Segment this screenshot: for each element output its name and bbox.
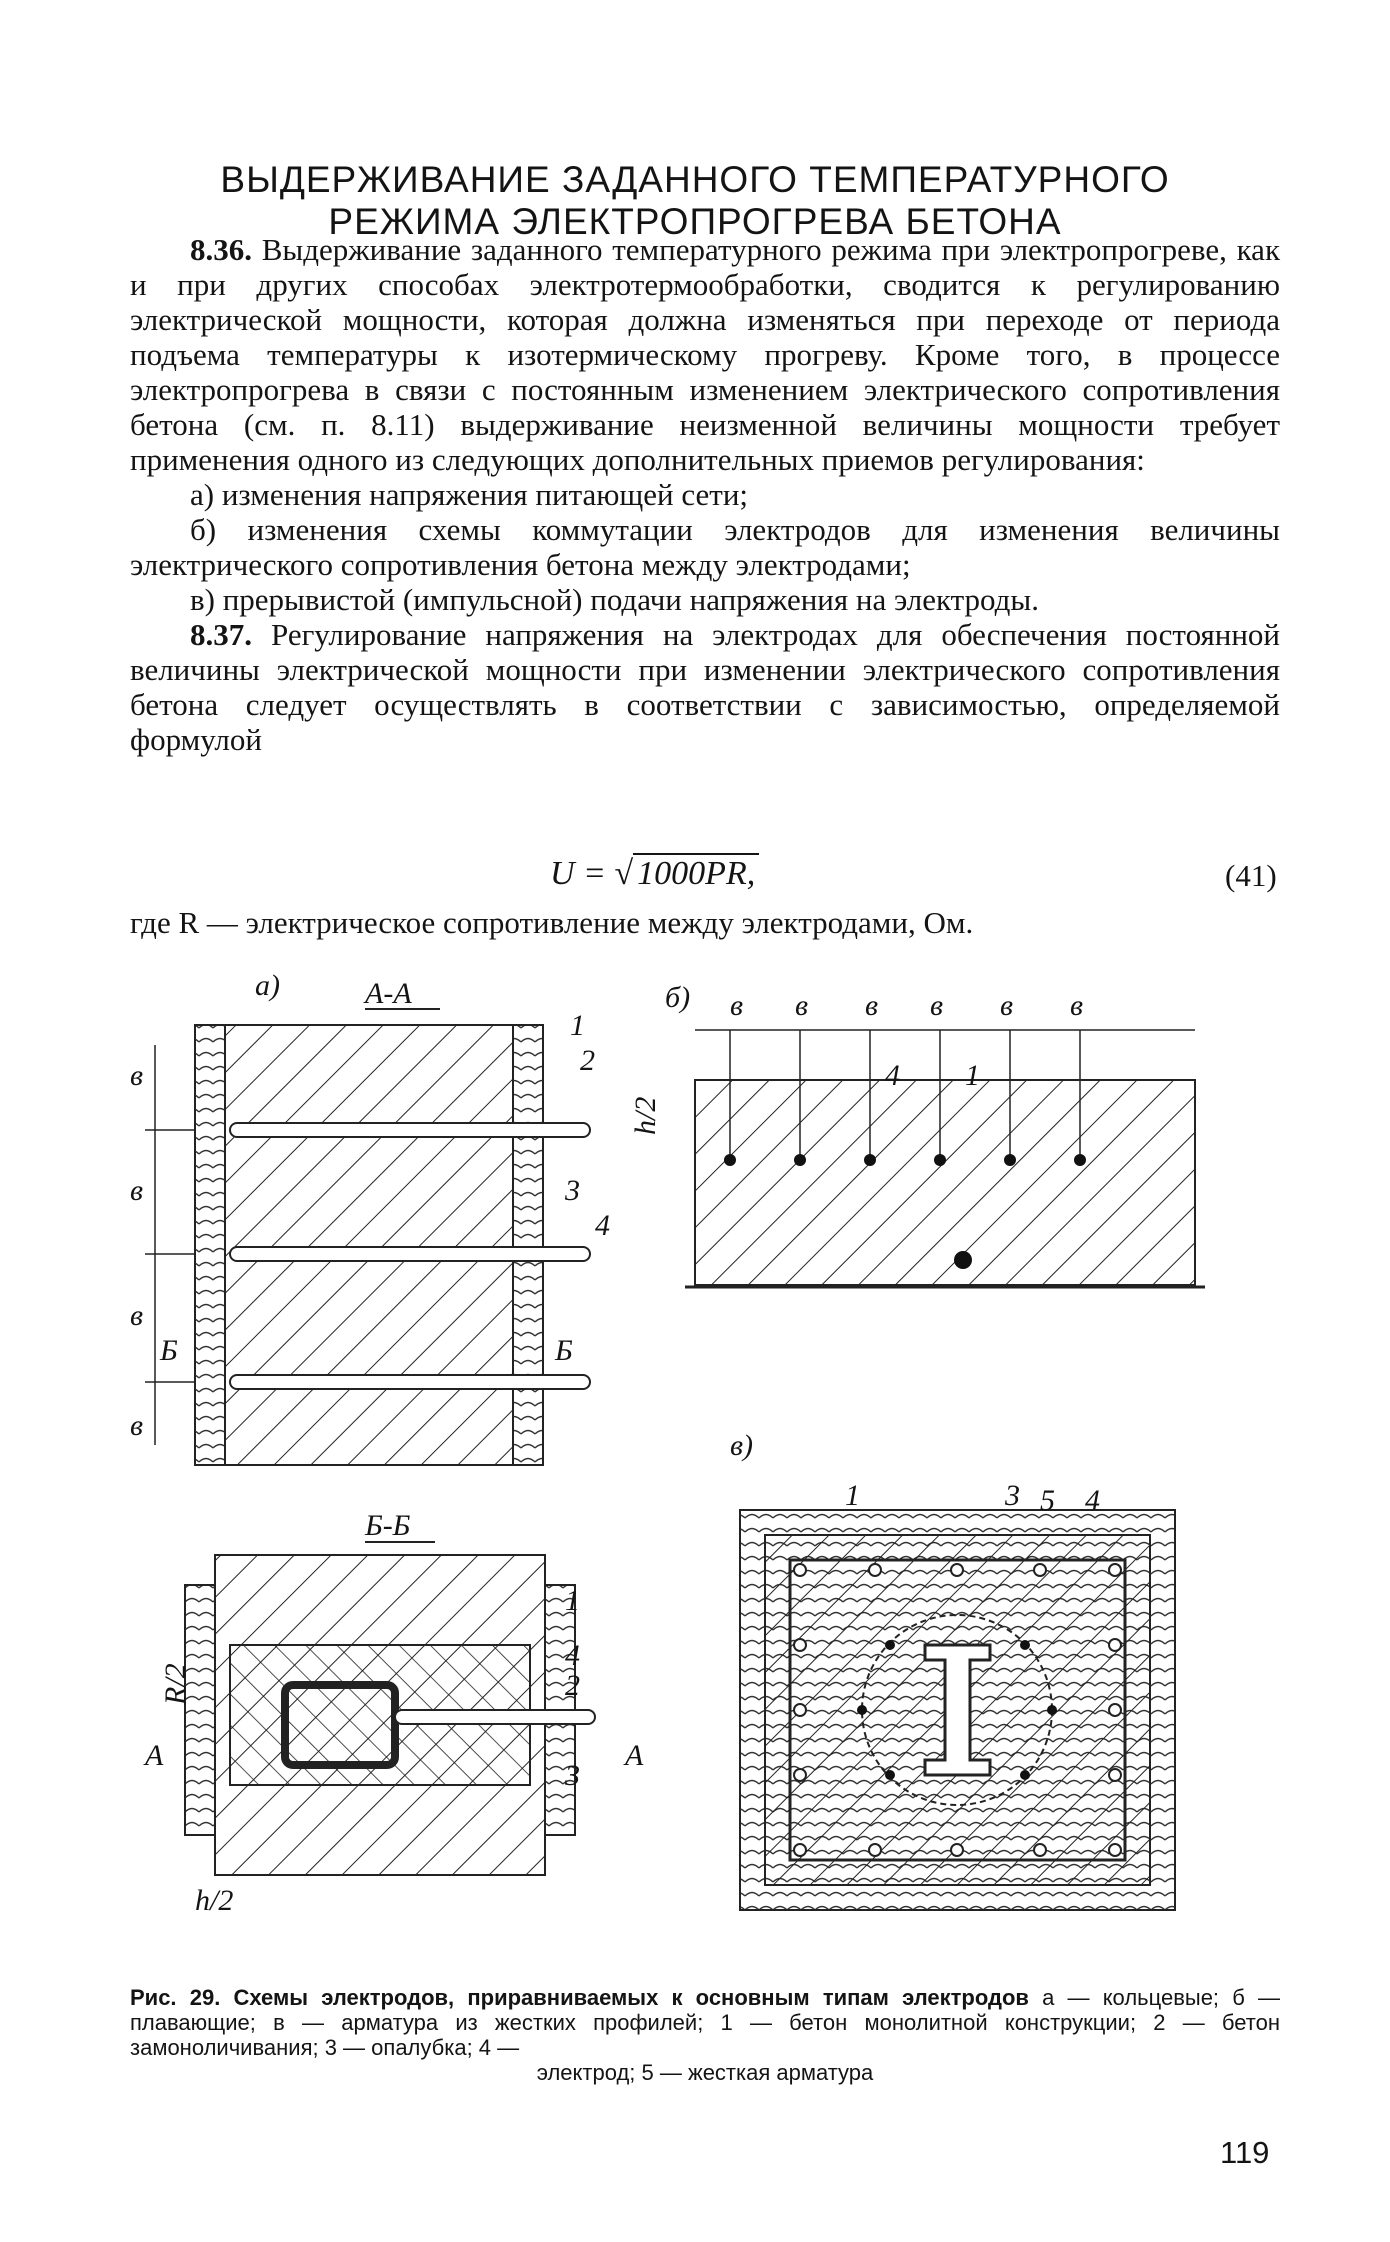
spacing-b-4: в bbox=[930, 989, 944, 1022]
label-section-bb: Б-Б bbox=[365, 1509, 411, 1542]
half-r-label: R/2 bbox=[159, 1663, 192, 1705]
mark-b-left: Б bbox=[160, 1334, 178, 1367]
paragraph-8-36-text: Выдерживание заданного температурного режима при электропрогреве, как и при других способах электротермообработки, сводится к регулированию электрической мощности, которая должна изменяться при переходе от периода подъема температуры к изотермическому прогреву. Кроме того, в процессе электропрогрева в связи с постоянным изменением электрического сопротивления бетона (см. п. 8.11) выдерживание неизменной величины мощности требует применения одного из следующих дополнительных приемов регулирования: bbox=[130, 232, 1281, 477]
num-4-a: 4 bbox=[595, 1209, 610, 1242]
label-a: а) bbox=[255, 969, 280, 1002]
figure-29-drawing bbox=[130, 965, 1285, 1965]
figure-29 bbox=[130, 965, 1285, 1965]
body-text bbox=[130, 232, 1280, 757]
section-number-8-37: 8.37. bbox=[190, 617, 252, 652]
where-text: где R — электрическое сопротивление между электродами, Ом. bbox=[130, 905, 974, 940]
caption-title: Рис. 29. Схемы электродов, приравниваемых к основным типам электродов bbox=[130, 1985, 1029, 2010]
title-line-2: РЕЖИМА ЭЛЕКТРОПРОГРЕВА БЕТОНА bbox=[328, 200, 1062, 242]
label-section-aa: А-А bbox=[365, 977, 412, 1010]
formula-41 bbox=[550, 855, 759, 893]
list-item-a: а) изменения напряжения питающей сети; bbox=[190, 477, 749, 512]
label-v: в) bbox=[730, 1429, 754, 1462]
num-4-v: 4 bbox=[1085, 1484, 1100, 1517]
list-item-v: в) прерывистой (импульсной) подачи напряжения на электроды. bbox=[190, 582, 1040, 617]
spacing-b-6: в bbox=[1070, 989, 1084, 1022]
list-item-b: б) изменения схемы коммутации электродов для изменения величины электрического сопротивления бетона между электродами; bbox=[130, 512, 1280, 582]
num-2-a: 2 bbox=[580, 1044, 595, 1077]
num-2-bb: 2 bbox=[565, 1669, 580, 1702]
num-4-b: 4 bbox=[885, 1059, 900, 1092]
label-b: б) bbox=[665, 981, 691, 1014]
diagram-v-rigid-reinforcement bbox=[740, 1479, 1175, 1910]
mark-a-left: А bbox=[145, 1739, 164, 1772]
num-4-bb: 4 bbox=[565, 1639, 580, 1672]
formula-radicand: 1000PR, bbox=[633, 853, 759, 892]
num-3-bb: 3 bbox=[565, 1759, 580, 1792]
mark-b-right: Б bbox=[555, 1334, 573, 1367]
num-1-b: 1 bbox=[965, 1059, 980, 1092]
num-1-bb: 1 bbox=[565, 1584, 580, 1617]
section-number-8-36: 8.36. bbox=[190, 232, 252, 267]
spacing-b-2: в bbox=[795, 989, 809, 1022]
spacing-b-3: в bbox=[865, 989, 879, 1022]
num-1-a: 1 bbox=[570, 1009, 585, 1042]
formula-number: (41) bbox=[1225, 858, 1277, 893]
paragraph-8-37 bbox=[130, 617, 1280, 757]
caption-body: а — кольцевые; б — плавающие; в — арматура из жестких профилей; 1 — бетон монолитной конструкции; 2 — бетон замоноличивания; 3 — опалубка; 4 — bbox=[130, 1985, 1280, 2060]
spacing-b-1: в bbox=[730, 989, 744, 1022]
num-5-v: 5 bbox=[1040, 1484, 1055, 1517]
diagram-a-ring-electrodes bbox=[130, 1009, 610, 1465]
title-line-1: ВЫДЕРЖИВАНИЕ ЗАДАННОГО ТЕМПЕРАТУРНОГО bbox=[220, 158, 1170, 200]
caption-last-line: электрод; 5 — жесткая арматура bbox=[536, 2060, 874, 2085]
spacing-label-3: в bbox=[130, 1299, 144, 1332]
spacing-label-2: в bbox=[130, 1174, 144, 1207]
spacing-label-4: в bbox=[130, 1409, 144, 1442]
diagram-b-floating-electrodes bbox=[629, 989, 1205, 1287]
section-title bbox=[130, 159, 1260, 243]
formula-lhs: U = bbox=[550, 855, 615, 892]
num-3-a: 3 bbox=[565, 1174, 580, 1207]
num-3-v: 3 bbox=[1005, 1479, 1020, 1512]
page-number: 119 bbox=[1220, 2135, 1270, 2170]
half-h-label-bb: h/2 bbox=[195, 1884, 234, 1917]
paragraph-8-37-text: Регулирование напряжения на электродах для обеспечения постоянной величины электрической мощности при изменении электрического сопротивления бетона следует осуществлять в соответствии с зависимостью, определяемой формулой bbox=[130, 617, 1281, 757]
diagram-bb-section bbox=[143, 1555, 644, 1917]
spacing-label-1: в bbox=[130, 1059, 144, 1092]
paragraph-8-36 bbox=[130, 232, 1280, 477]
figure-caption bbox=[130, 1985, 1280, 2085]
sqrt-icon: √ bbox=[614, 855, 634, 892]
num-1-v: 1 bbox=[845, 1479, 860, 1512]
mark-a-right: А bbox=[625, 1739, 644, 1772]
half-h-label: h/2 bbox=[629, 1096, 662, 1135]
spacing-b-5: в bbox=[1000, 989, 1014, 1022]
